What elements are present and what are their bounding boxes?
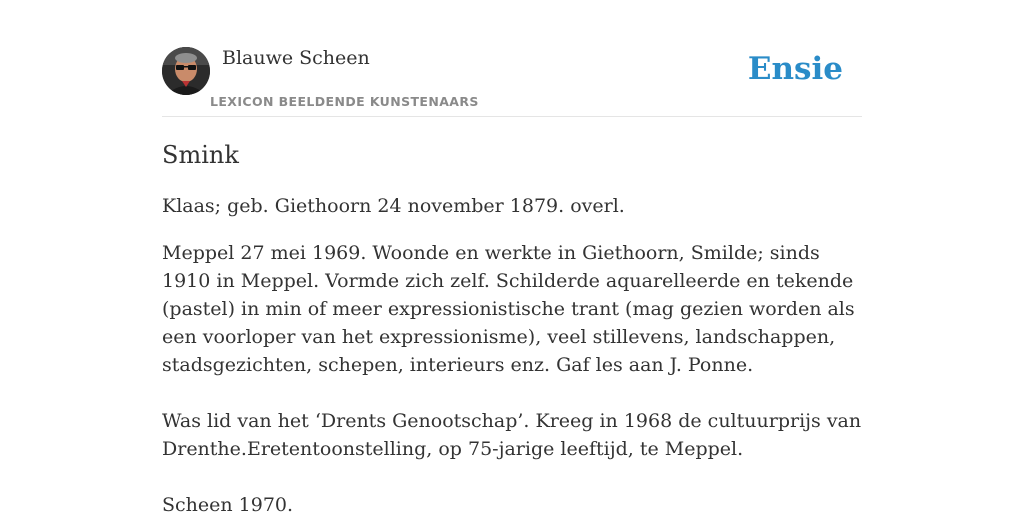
avatar[interactable] — [162, 47, 210, 95]
brand-logo[interactable]: Ensie — [747, 51, 843, 87]
page-wrapper — [162, 0, 862, 516]
article-paragraph: Scheen 1970. — [162, 494, 294, 516]
avatar-portrait-icon — [162, 47, 210, 95]
article-paragraph: Klaas; geb. Giethoorn 24 november 1879. overl. — [162, 195, 625, 217]
article-title: Smink — [162, 141, 239, 169]
author-name[interactable]: Blauwe Scheen — [222, 47, 370, 69]
article-paragraph: Meppel 27 mei 1969. Woonde en werkte in Giethoorn, Smilde; sinds 1910 in Meppel. Vormde zich zelf. Schilderde aquarelleerde en tekende (pastel) in min of meer expressionistische trant (mag gezien worden als een voorloper van het expressionisme), veel stillevens, landschappen, stadsgezichten, schepen, interieurs enz. Gaf les aan J. Ponne. — [162, 242, 855, 376]
lexicon-subtitle[interactable]: LEXICON BEELDENDE KUNSTENAARS — [210, 94, 479, 109]
article-paragraph: Was lid van het ‘Drents Genootschap’. Kreeg in 1968 de cultuurprijs van Drenthe.Eretentoonstelling, op 75-jarige leeftijd, te Meppel. — [162, 410, 862, 460]
header — [162, 0, 862, 117]
